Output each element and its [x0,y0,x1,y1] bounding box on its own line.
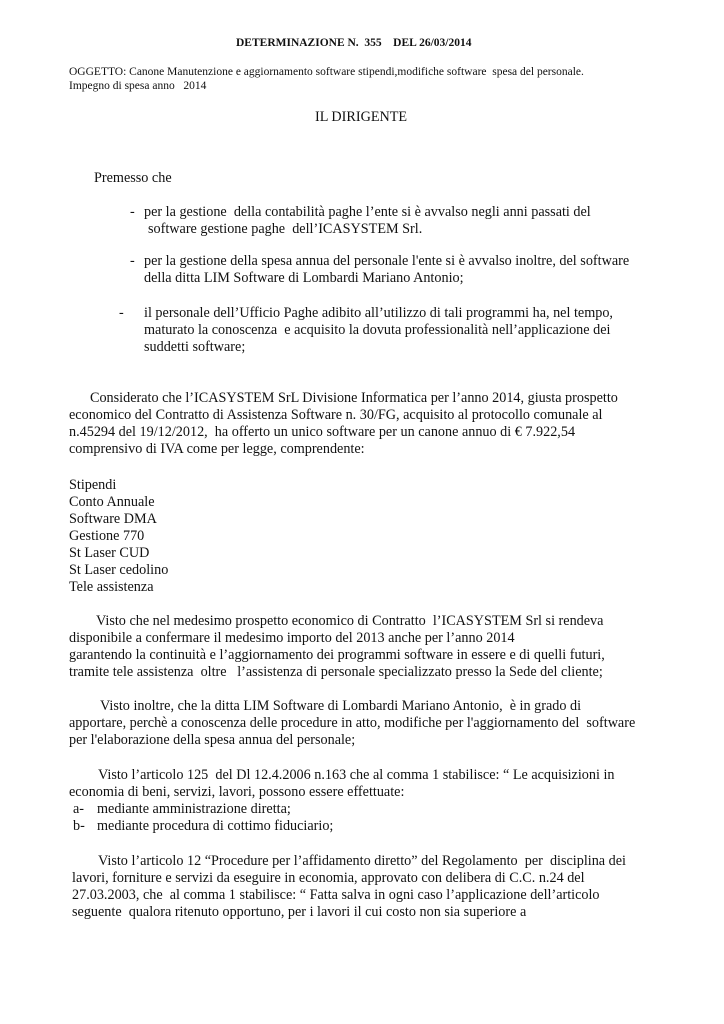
modulo-item: St Laser cedolino [69,562,169,578]
premesso-che: Premesso che [94,170,172,186]
oggetto-line-1: OGGETTO: Canone Manutenzione e aggiornamento software stipendi,modifiche software spesa del personale. [69,66,584,78]
il-dirigente-heading: IL DIRIGENTE [315,109,408,125]
modulo-item: Tele assistenza [69,579,154,595]
list-marker: a- [73,801,85,817]
bullet-3-line-2: maturato la conoscenza e acquisito la dovuta professionalità nell’applicazione dei [144,322,611,338]
bullet-marker: - [130,204,135,220]
determinazione-title: DETERMINAZIONE N. 355 DEL 26/03/2014 [236,37,472,49]
modulo-item: St Laser CUD [69,545,150,561]
bullet-3-line-3: suddetti software; [144,339,246,355]
bullet-marker: - [130,253,135,269]
visto-4-line-3: 27.03.2003, che al comma 1 stabilisce: “ Fatta salva in ogni caso l’applicazione dell’articolo [72,887,600,903]
visto-4-line-4: seguente qualora ritenuto opportuno, per i lavori il cui costo non sia superiore a [72,904,527,920]
visto-3-line-1: Visto l’articolo 125 del Dl 12.4.2006 n.163 che al comma 1 stabilisce: “ Le acquisizioni in [98,767,615,783]
visto-1-line-1: Visto che nel medesimo prospetto economico di Contratto l’ICASYSTEM Srl si rendeva [96,613,604,629]
oggetto-line-2: Impegno di spesa anno 2014 [69,80,207,92]
list-marker: b- [73,818,85,834]
visto-4-line-2: lavori, forniture e servizi da eseguire in economia, approvato con delibera di C.C. n.24 del [72,870,585,886]
considerato-line-1: Considerato che l’ICASYSTEM SrL Divisione Informatica per l’anno 2014, giusta prospetto [90,390,618,406]
bullet-marker: - [119,305,124,321]
visto-2-line-2: apportare, perchè a conoscenza delle procedure in atto, modifiche per l'aggiornamento del software [69,715,636,731]
visto-1-line-3: garantendo la continuità e l’aggiornamento dei programmi software in essere e di quelli futuri, [69,647,605,663]
visto-2-line-1: Visto inoltre, che la ditta LIM Software di Lombardi Mariano Antonio, è in grado di [100,698,582,714]
visto-1-line-2: disponibile a confermare il medesimo importo del 2013 anche per l’anno 2014 [69,630,515,646]
considerato-line-3: n.45294 del 19/12/2012, ha offerto un unico software per un canone annuo di € 7.922,54 [69,424,576,440]
modulo-item: Software DMA [69,511,157,527]
visto-3-line-2: economia di beni, servizi, lavori, possono essere effettuate: [69,784,405,800]
considerato-line-2: economico del Contratto di Assistenza Software n. 30/FG, acquisito al protocollo comunale al [69,407,603,423]
visto-2-line-3: per l'elaborazione della spesa annua del personale; [69,732,356,748]
bullet-2-line-2: della ditta LIM Software di Lombardi Mariano Antonio; [144,270,464,286]
bullet-2-line-1: per la gestione della spesa annua del personale l'ente si è avvalso inoltre, del software [144,253,630,269]
bullet-1-line-1: per la gestione della contabilità paghe l’ente si è avvalso negli anni passati del [144,204,591,220]
bullet-3-line-1: il personale dell’Ufficio Paghe adibito all’utilizzo di tali programmi ha, nel tempo, [144,305,613,321]
visto-3-item-a: mediante amministrazione diretta; [97,801,291,817]
bullet-1-line-2: software gestione paghe dell’ICASYSTEM Srl. [148,221,423,237]
considerato-line-4: comprensivo di IVA come per legge, comprendente: [69,441,365,457]
modulo-item: Conto Annuale [69,494,155,510]
visto-4-line-1: Visto l’articolo 12 “Procedure per l’affidamento diretto” del Regolamento per disciplina dei [98,853,626,869]
modulo-item: Stipendi [69,477,117,493]
visto-1-line-4: tramite tele assistenza oltre l’assistenza di personale specializzato presso la Sede del cliente; [69,664,603,680]
modulo-item: Gestione 770 [69,528,145,544]
visto-3-item-b: mediante procedura di cottimo fiduciario; [97,818,334,834]
